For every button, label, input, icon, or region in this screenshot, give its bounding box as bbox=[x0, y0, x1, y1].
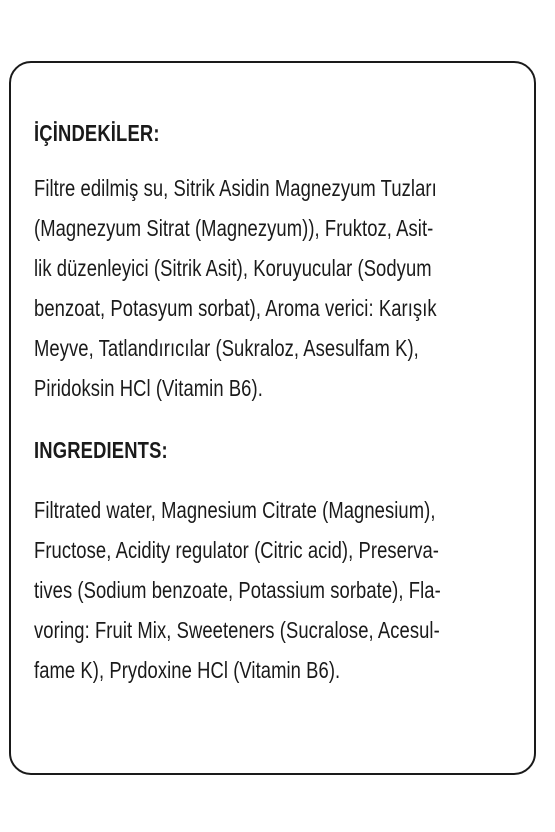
turkish-ingredients-line: Meyve, Tatlandırıcılar (Sukraloz, Asesulfam K), bbox=[34, 335, 419, 361]
english-ingredients-line: Fructose, Acidity regulator (Citric acid), Preserva- bbox=[34, 537, 439, 563]
turkish-ingredients-heading: İÇİNDEKİLER: bbox=[34, 120, 160, 146]
english-ingredients-line: voring: Fruit Mix, Sweeteners (Sucralose, Acesul- bbox=[34, 617, 440, 643]
turkish-ingredients-line: (Magnezyum Sitrat (Magnezyum)), Fruktoz, Asit- bbox=[34, 215, 434, 241]
turkish-ingredients-line: benzoat, Potasyum sorbat), Aroma verici: Karışık bbox=[34, 295, 437, 321]
turkish-ingredients-line: Filtre edilmiş su, Sitrik Asidin Magnezyum Tuzları bbox=[34, 175, 437, 201]
english-ingredients-heading: INGREDIENTS: bbox=[34, 437, 168, 463]
ingredients-label-card bbox=[9, 61, 536, 775]
turkish-ingredients-line: lik düzenleyici (Sitrik Asit), Koruyucular (Sodyum bbox=[34, 255, 432, 281]
english-ingredients-line: fame K), Prydoxine HCl (Vitamin B6). bbox=[34, 657, 341, 683]
turkish-ingredients-line: Piridoksin HCl (Vitamin B6). bbox=[34, 375, 263, 401]
english-ingredients-line: Filtrated water, Magnesium Citrate (Magnesium), bbox=[34, 497, 436, 523]
english-ingredients-line: tives (Sodium benzoate, Potassium sorbate), Fla- bbox=[34, 577, 441, 603]
